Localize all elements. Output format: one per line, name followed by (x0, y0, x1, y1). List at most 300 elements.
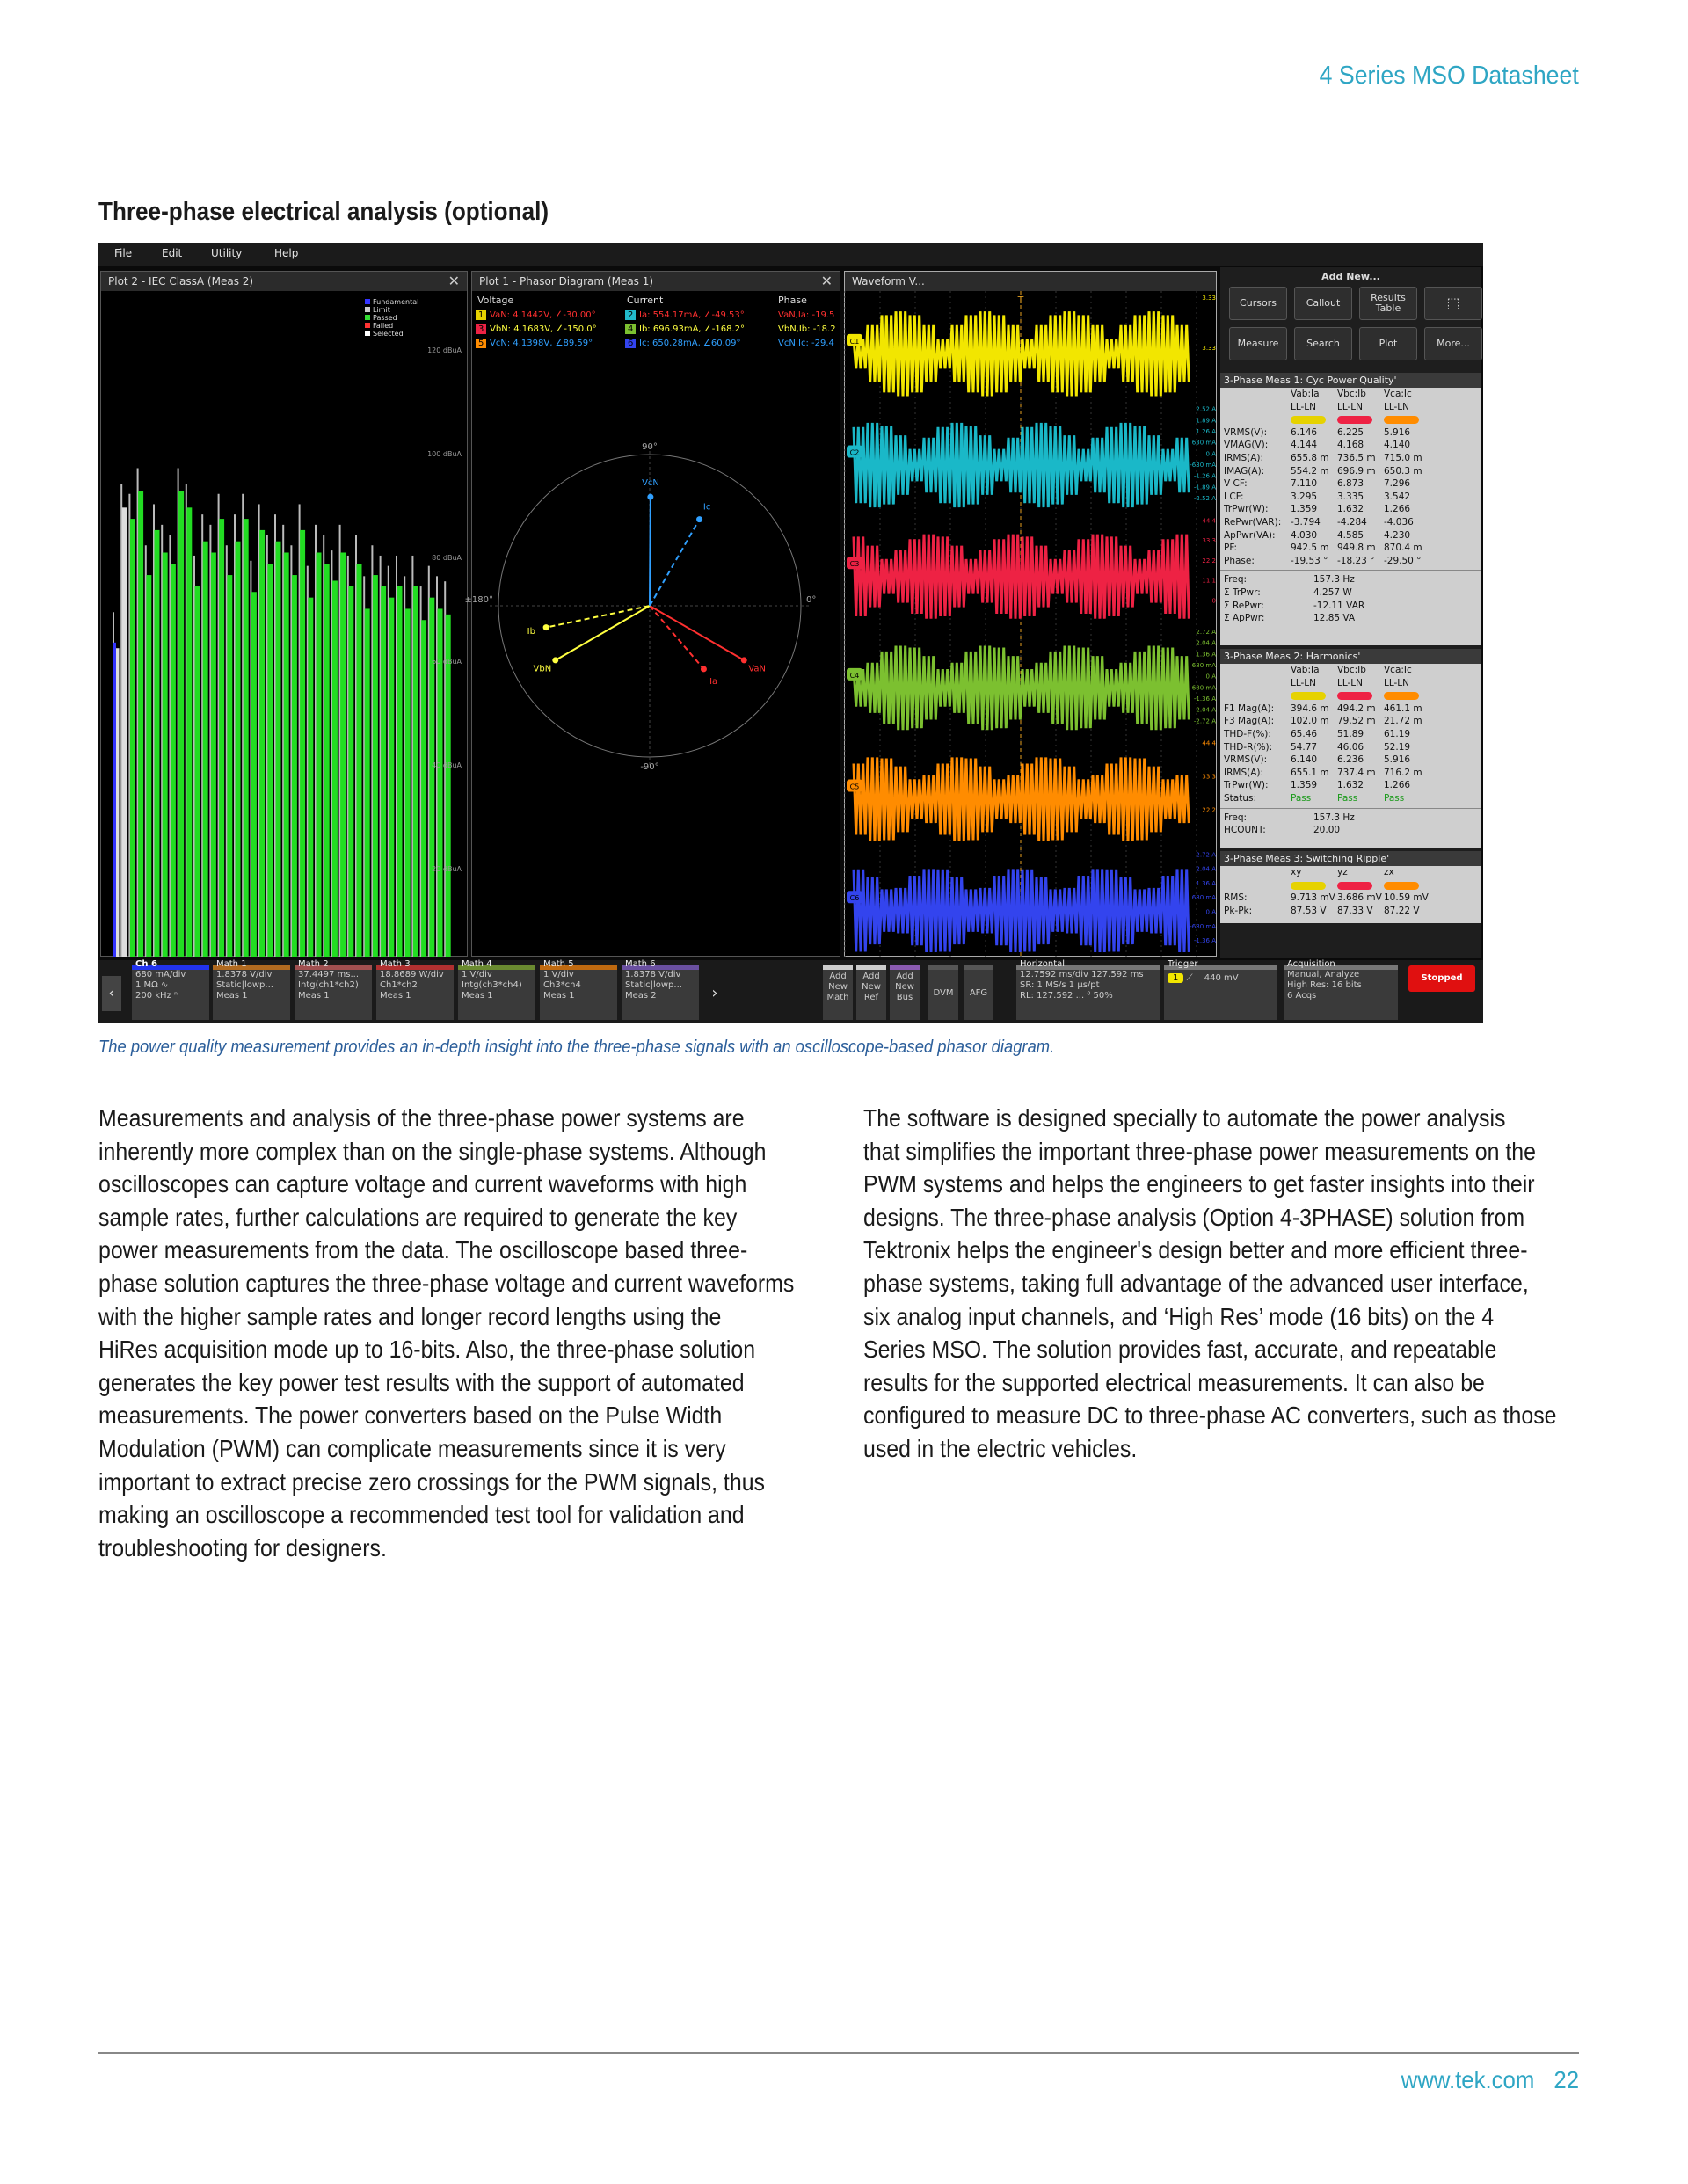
math-badge[interactable] (376, 959, 454, 1020)
harmonic-bar (146, 575, 151, 957)
footer-url[interactable]: www.tek.com (1401, 2066, 1535, 2093)
meas-value: 1.359 (1291, 504, 1318, 515)
harmonic-bar (332, 580, 338, 957)
meas-value: 21.72 m (1384, 716, 1422, 727)
harmonic-bar (421, 620, 426, 957)
phasor-voltage-channel: 5 (476, 339, 486, 348)
harmonic-bar (236, 542, 241, 957)
add-new-bus-button[interactable]: Add New Bus (890, 965, 920, 1020)
phasor-vector-head (543, 624, 549, 630)
math-badge-line: Meas 2 (625, 991, 657, 1001)
meas-value: 715.0 m (1384, 452, 1422, 463)
meas-label: F1 Mag(A): (1224, 703, 1275, 714)
harmonic-bar (163, 552, 168, 957)
channel-scale-label: 22.2 (1202, 806, 1216, 814)
meas-value: 6.225 (1337, 426, 1364, 438)
math-badge-line: 37.4497 ms... (298, 970, 360, 979)
meas-value: 87.22 V (1384, 905, 1420, 916)
harmonic-bar (130, 519, 135, 957)
menu-file[interactable]: File (114, 247, 133, 259)
meas-label: IRMS(A): (1224, 452, 1264, 463)
harmonic-bar (251, 592, 257, 957)
meas-value: 6.873 (1337, 478, 1364, 490)
meas-value: 51.89 (1337, 728, 1364, 739)
meas-value: 87.33 V (1337, 905, 1373, 916)
phasor-vector-head (701, 666, 707, 672)
math-badge-line: 1 V/div (462, 970, 492, 979)
meas-value: 949.8 m (1337, 542, 1376, 554)
meas-value: 870.4 m (1384, 542, 1422, 554)
afg-button[interactable]: AFG (964, 965, 993, 1020)
phasor-vector (650, 606, 703, 669)
fundamental-bar (113, 643, 116, 957)
meas-row (1220, 452, 1481, 465)
channel-scale-label: 680 mA (1191, 662, 1216, 669)
math-badge[interactable] (458, 959, 535, 1020)
meas-col-header: Vca:Ic (1384, 665, 1412, 675)
rising-edge-icon: ⟋ (1186, 973, 1193, 983)
meas-label: Pk-Pk: (1224, 905, 1253, 916)
channel-scale-label: 2.04 A (1196, 865, 1216, 873)
meas-value: 942.5 m (1291, 542, 1329, 554)
waveform-panel (844, 271, 1217, 957)
meas-value: 554.2 m (1291, 465, 1329, 477)
meas-label: VRMS(V): (1224, 426, 1268, 438)
phasor-diagram (464, 421, 841, 790)
meas-value: -4.036 (1384, 516, 1414, 528)
meas-row (1220, 555, 1481, 568)
meas-total-label: Σ ApPwr: (1224, 613, 1265, 624)
channel-scale-label: 0 A (1205, 673, 1216, 681)
meas-table-title: 3-Phase Meas 3: Switching Ripple' (1220, 851, 1481, 866)
dvm-button[interactable]: DVM (928, 965, 958, 1020)
meas-total-value: 12.85 VA (1313, 613, 1356, 624)
meas-value: 655.8 m (1291, 452, 1329, 463)
scroll-right-icon[interactable]: › (711, 984, 718, 1002)
meas-value: 61.19 (1384, 728, 1411, 739)
meas-value: 1.266 (1384, 780, 1411, 791)
meas-value: 3.686 mV (1337, 892, 1382, 904)
ch6-badge[interactable] (132, 959, 209, 1020)
harmonic-bar (284, 552, 289, 957)
phasor-vector-label: Ic (702, 502, 711, 513)
legend-swatch (365, 331, 370, 336)
phasor-header-phase: Phase (778, 295, 807, 306)
legend-label: Selected (373, 330, 404, 338)
trigger-channel: 1 (1168, 973, 1183, 983)
harmonic-bar (155, 530, 160, 957)
channel-marker-label: C3 (849, 560, 860, 569)
meas-row (1220, 905, 1481, 918)
harmonic-bar (227, 575, 232, 957)
harmonic-bar (178, 491, 184, 957)
meas-col-header: Vca:Ic (1384, 389, 1412, 399)
meas-total-label: HCOUNT: (1224, 825, 1266, 836)
meas-value: 87.53 V (1291, 905, 1327, 916)
meas-total-row (1220, 824, 1481, 837)
meas-total-label: Freq: (1224, 812, 1248, 823)
channel-marker-label: C6 (849, 894, 860, 903)
meas-row (1220, 779, 1481, 792)
add-new-ref-button[interactable]: Add New Ref (856, 965, 886, 1020)
meas-value: -18.23 ° (1337, 555, 1375, 566)
channel-trace (854, 423, 1189, 507)
meas-label: TrPwr(W): (1224, 780, 1269, 791)
phasor-voltage-value: VbN: 4.1683V, ∠-150.0° (490, 324, 597, 334)
meas-total-row (1220, 612, 1481, 625)
meas2-results-table[interactable] (1220, 649, 1481, 848)
meas-value: 6.236 (1337, 754, 1364, 766)
phasor-voltage-value: VaN: 4.1442V, ∠-30.00° (490, 310, 596, 320)
meas-value: 1.632 (1337, 504, 1364, 515)
measure-button[interactable]: Measure (1229, 327, 1287, 360)
legend-label: Fundamental (373, 298, 419, 306)
meas-row (1220, 892, 1481, 905)
harmonic-bar (340, 552, 346, 957)
harmonic-bar (267, 564, 273, 957)
harmonic-bar (211, 552, 216, 957)
meas-value: 102.0 m (1291, 716, 1329, 727)
math-badge-line: 1 V/div (543, 970, 574, 979)
meas-label: RMS: (1224, 892, 1248, 904)
footer (1381, 2066, 1579, 2094)
meas-value: 7.110 (1291, 478, 1318, 490)
phasor-current-channel: 6 (625, 339, 636, 348)
math-badge-line: 18.8689 W/div (380, 970, 444, 979)
meas-value: 4.140 (1384, 440, 1411, 451)
meas-total-label: Freq: (1224, 574, 1248, 586)
meas-value: 6.140 (1291, 754, 1318, 766)
meas-value: 736.5 m (1337, 452, 1376, 463)
meas1-results-table[interactable] (1220, 373, 1481, 645)
channel-scale-label: -1.89 A (1193, 484, 1216, 491)
harmonics-plot-panel (100, 271, 468, 957)
harmonic-bar (186, 507, 192, 957)
math-badge-line: Static|lowp... (216, 980, 273, 990)
meas-value: 494.2 m (1337, 703, 1376, 714)
math-badge-line: 1.8378 V/div (216, 970, 273, 979)
harmonic-bar (203, 542, 208, 957)
legend-swatch (365, 323, 370, 328)
meas-value: 1.359 (1291, 780, 1318, 791)
harmonic-bar (405, 608, 411, 957)
body-text-left: Measurements and analysis of the three-phase power systems are inherently more complex than on the single-phase systems. Although oscilloscopes can capture voltage and current waveforms with high sample rates, further calculations are required to generate the key power measurements from the data. The oscilloscope based three- phase solution captures the three-phase voltage and current waveforms with the higher sample rates and longer record lengths using the HiRes acquisition mode up to 16-bits. Also, the three-phase solution generates the key power test results with the support of automated measurements. The power converters based on the Pulse Width Modulation (PWM) can complicate measurements since it is very important to extract precise zero crossings for the PWM signals, thus making an oscilloscope a recommended test tool for validation and troubleshooting for designers. (98, 1104, 795, 1562)
scroll-left-icon[interactable]: ‹ (102, 976, 121, 1011)
scope-menubar (98, 243, 1483, 266)
add-new-math-button[interactable]: Add New Math (823, 965, 853, 1020)
more-button[interactable]: More... (1424, 327, 1482, 360)
channel-scale-label: 33.3 (1202, 537, 1216, 545)
harmonic-bar (308, 598, 313, 957)
phasor-angle-label: 0° (806, 595, 817, 605)
phasor-vector (546, 606, 650, 628)
meas-table-title: 3-Phase Meas 1: Cyc Power Quality' (1220, 373, 1481, 388)
harmonic-bar (389, 598, 394, 957)
run-stop-button[interactable]: Stopped (1408, 965, 1475, 992)
channel-trace (854, 311, 1189, 396)
meas-value: 79.52 m (1337, 716, 1376, 727)
meas-total-row (1220, 600, 1481, 613)
phasor-vector-label: VbN (533, 664, 552, 674)
meas-total-value: -12.11 VAR (1313, 600, 1365, 611)
channel-trace (854, 869, 1189, 952)
meas-total-value: 157.3 Hz (1313, 574, 1355, 586)
meas-row (1220, 529, 1481, 542)
meas-total-value: 20.00 (1313, 825, 1341, 836)
phasor-current-value: Ic: 650.28mA, ∠60.09° (639, 339, 741, 348)
meas-value: 3.542 (1384, 491, 1411, 502)
math-badge[interactable] (540, 959, 617, 1020)
meas-label: IRMS(A): (1224, 767, 1264, 778)
phasor-vector-head (552, 657, 558, 663)
meas-col-subheader: LL-LN (1337, 677, 1364, 688)
scope-bottom-bar (98, 960, 1483, 1023)
channel-scale-label: 22.2 (1202, 557, 1216, 564)
plot-button[interactable]: Plot (1359, 327, 1417, 360)
harmonics-bar-chart (101, 291, 469, 977)
phasor-title: Plot 1 - Phasor Diagram (Meas 1) (479, 275, 654, 288)
zoom-box-button[interactable] (1424, 287, 1482, 320)
legend-swatch (365, 299, 370, 304)
meas-label: THD-F(%): (1224, 728, 1271, 739)
trigger-badge[interactable] (1164, 959, 1277, 1020)
meas-value: -29.50 ° (1384, 555, 1422, 566)
meas-label: ApPwr(VA): (1224, 529, 1276, 541)
math-badge-line: Meas 1 (298, 991, 330, 1001)
channel-pair-tag (1384, 416, 1419, 424)
channel-scale-label: 3.33 (1202, 345, 1216, 352)
meas-value: 4.168 (1337, 440, 1364, 451)
phasor-header-voltage: Voltage (477, 295, 514, 306)
meas-value: 4.030 (1291, 529, 1318, 541)
channel-scale-label: -680 mA (1190, 684, 1216, 692)
legend-item (365, 306, 418, 314)
meas-label: TrPwr(W): (1224, 504, 1269, 515)
harmonic-bar (244, 519, 249, 957)
close-icon[interactable]: ✕ (820, 273, 833, 289)
meas-table-title: 3-Phase Meas 2: Harmonics' (1220, 649, 1481, 664)
channel-trace (854, 535, 1189, 619)
harmonics-y-label: 100 dBuA (427, 450, 462, 458)
channel-scale-label: 630 mA (1191, 439, 1216, 447)
meas-value: 10.59 mV (1384, 892, 1429, 904)
harmonic-bar (171, 564, 176, 957)
channel-scale-label: 3.33 (1202, 295, 1216, 302)
meas-value: -3.794 (1291, 516, 1321, 528)
zoom-icon: ⬚ (1446, 295, 1460, 311)
horizontal-line: SR: 1 MS/s 1 µs/pt (1020, 980, 1100, 990)
legend-swatch (365, 307, 370, 312)
meas-col-header: Vbc:Ib (1337, 665, 1366, 675)
phasor-vector-head (696, 516, 702, 522)
harmonics-y-label: 40 dBuA (432, 761, 462, 769)
legend-item (365, 298, 418, 306)
math-badge[interactable] (622, 959, 699, 1020)
meas-col-subheader: LL-LN (1291, 401, 1317, 412)
section-title: Three-phase electrical analysis (optional) (98, 198, 549, 226)
channel-marker-label: C1 (849, 337, 860, 346)
add-new-label: Add New... (1321, 271, 1380, 282)
trigger-marker: T (1017, 295, 1024, 306)
meas-value: 3.335 (1337, 491, 1364, 502)
harmonic-bar (373, 575, 378, 957)
harmonic-bar (138, 491, 143, 957)
meas-col-subheader: LL-LN (1291, 677, 1317, 688)
meas-col-header: Vab:Ia (1291, 389, 1320, 399)
meas-value: Pass (1384, 792, 1405, 804)
harmonic-bar (292, 575, 297, 957)
channel-marker-label: C4 (849, 671, 860, 680)
math-badge-line: Meas 1 (216, 991, 248, 1001)
legend-label: Passed (373, 314, 397, 322)
meas-value: 461.1 m (1384, 703, 1422, 714)
meas-total-row (1220, 586, 1481, 600)
math-badge-line: Ch1*ch2 (380, 980, 418, 990)
waveform-title: Waveform V... (852, 275, 925, 288)
figure-caption: The power quality measurement provides an in-depth insight into the three-phase signals with an oscilloscope-based phasor diagram. (98, 1037, 1055, 1057)
channel-scale-label: -2.52 A (1193, 495, 1216, 502)
ch6-line: 200 kHz ⁿ (135, 991, 178, 1001)
channel-scale-label: 0 A (1205, 450, 1216, 458)
math-badge-title: Math 1 (216, 959, 247, 969)
channel-pair-tag (1337, 692, 1372, 700)
acquisition-badge[interactable] (1284, 959, 1398, 1020)
ch6-line: 680 mA/div (135, 970, 186, 979)
harmonic-bar (122, 507, 127, 957)
phasor-voltage-channel: 1 (476, 310, 486, 320)
channel-scale-label: 1.36 A (1196, 651, 1216, 659)
meas3-results-table[interactable] (1220, 851, 1481, 923)
channel-pair-tag (1337, 416, 1372, 424)
math-badge-line: Meas 1 (543, 991, 575, 1001)
phasor-current-channel: 2 (625, 310, 636, 320)
legend-item (365, 314, 418, 322)
footer-divider (98, 2052, 1579, 2054)
channel-pair-tag (1384, 692, 1419, 700)
waveform-display (845, 291, 1218, 959)
meas-divider (1220, 570, 1481, 571)
trigger-level: 440 mV (1204, 973, 1239, 983)
acquisition-line: High Res: 16 bits (1287, 980, 1362, 990)
meas-row (1220, 715, 1481, 728)
menu-edit[interactable]: Edit (162, 247, 183, 259)
phasor-vector-label: Ia (709, 677, 718, 688)
meas-value: 4.585 (1337, 529, 1364, 541)
results-table-button[interactable]: Results Table (1359, 287, 1417, 320)
math-badge-title: Math 3 (380, 959, 411, 969)
meas-row (1220, 792, 1481, 805)
channel-scale-label: -1.36 A (1193, 695, 1216, 703)
phasor-current-value: Ib: 696.93mA, ∠-168.2° (639, 324, 745, 334)
harmonic-bar (300, 530, 305, 957)
meas-value: 5.916 (1384, 426, 1411, 438)
meas-label: VMAG(V): (1224, 440, 1269, 451)
phasor-header-current: Current (627, 295, 664, 306)
meas-row (1220, 741, 1481, 754)
search-button[interactable]: Search (1294, 327, 1352, 360)
harmonics-y-label: 60 dBuA (432, 658, 462, 666)
harmonic-bar (195, 586, 200, 957)
close-icon[interactable]: ✕ (447, 273, 460, 289)
channel-scale-label: 2.52 A (1196, 405, 1216, 413)
meas-col-header: Vbc:Ib (1337, 389, 1366, 399)
harmonics-y-label: 120 dBuA (427, 346, 462, 354)
math-badge-line: 1.8378 V/div (625, 970, 681, 979)
meas-row (1220, 439, 1481, 452)
meas-value: -4.284 (1337, 516, 1367, 528)
channel-scale-label: 0 (1211, 597, 1216, 605)
math-badge[interactable] (213, 959, 290, 1020)
phasor-phase-value: VaN,Ia: -19.5 (778, 310, 835, 320)
phasor-angle-label: ±180° (464, 595, 493, 605)
phasor-phase-value: VbN,Ib: -18.2 (778, 324, 836, 334)
harmonic-bar (324, 564, 330, 957)
math-badge[interactable] (295, 959, 372, 1020)
harmonics-plot-title: Plot 2 - IEC ClassA (Meas 2) (108, 275, 254, 288)
meas-col-subheader: LL-LN (1384, 677, 1410, 688)
meas-col-subheader: LL-LN (1384, 401, 1410, 412)
menu-help[interactable]: Help (274, 247, 299, 259)
cursors-button[interactable]: Cursors (1229, 287, 1287, 320)
meas-value: 65.46 (1291, 728, 1318, 739)
channel-scale-label: 0 A (1205, 908, 1216, 916)
meas-row (1220, 516, 1481, 529)
channel-scale-label: -630 mA (1190, 462, 1216, 469)
harmonic-bar (397, 586, 403, 957)
meas-value: 7.296 (1384, 478, 1411, 490)
harmonic-bar (381, 586, 386, 957)
meas-row (1220, 491, 1481, 504)
harmonic-bar (276, 542, 281, 957)
meas-total-row (1220, 573, 1481, 586)
meas-row (1220, 703, 1481, 716)
channel-pair-tag (1384, 882, 1419, 890)
meas-value: -19.53 ° (1291, 555, 1328, 566)
channel-scale-label: -1.26 A (1193, 472, 1216, 480)
meas-value: 5.916 (1384, 754, 1411, 766)
meas-value: 3.295 (1291, 491, 1318, 502)
callout-button[interactable]: Callout (1294, 287, 1352, 320)
results-side-panel (1220, 267, 1481, 958)
meas-row (1220, 477, 1481, 491)
ch6-title: Ch 6 (135, 959, 157, 969)
channel-scale-label: 680 mA (1191, 894, 1216, 902)
meas-total-value: 4.257 W (1313, 586, 1352, 598)
horizontal-badge[interactable] (1016, 959, 1160, 1020)
menu-utility[interactable]: Utility (211, 247, 243, 259)
phasor-vector-label: VaN (748, 664, 766, 674)
channel-scale-label: 44.4 (1202, 517, 1216, 525)
meas-row (1220, 465, 1481, 478)
harmonics-y-label: 20 dBuA (432, 865, 462, 873)
meas-value: 4.144 (1291, 440, 1318, 451)
meas-row (1220, 753, 1481, 767)
legend-label: Limit (373, 306, 390, 314)
math-badge-title: Math 4 (462, 959, 492, 969)
meas-col-header: zx (1384, 867, 1394, 877)
meas-label: I CF: (1224, 491, 1244, 502)
meas-total-value: 157.3 Hz (1313, 812, 1355, 823)
phasor-vector (650, 606, 744, 660)
meas-row (1220, 728, 1481, 741)
trigger-title: Trigger (1168, 959, 1198, 969)
legend-label: Failed (373, 322, 394, 330)
horizontal-line: RL: 127.592 ... ⁰ 50% (1020, 991, 1113, 1001)
meas-value: 52.19 (1384, 741, 1411, 753)
channel-scale-label: 2.72 A (1196, 629, 1216, 636)
meas-col-header: xy (1291, 867, 1302, 877)
meas-col-subheader: LL-LN (1337, 401, 1364, 412)
